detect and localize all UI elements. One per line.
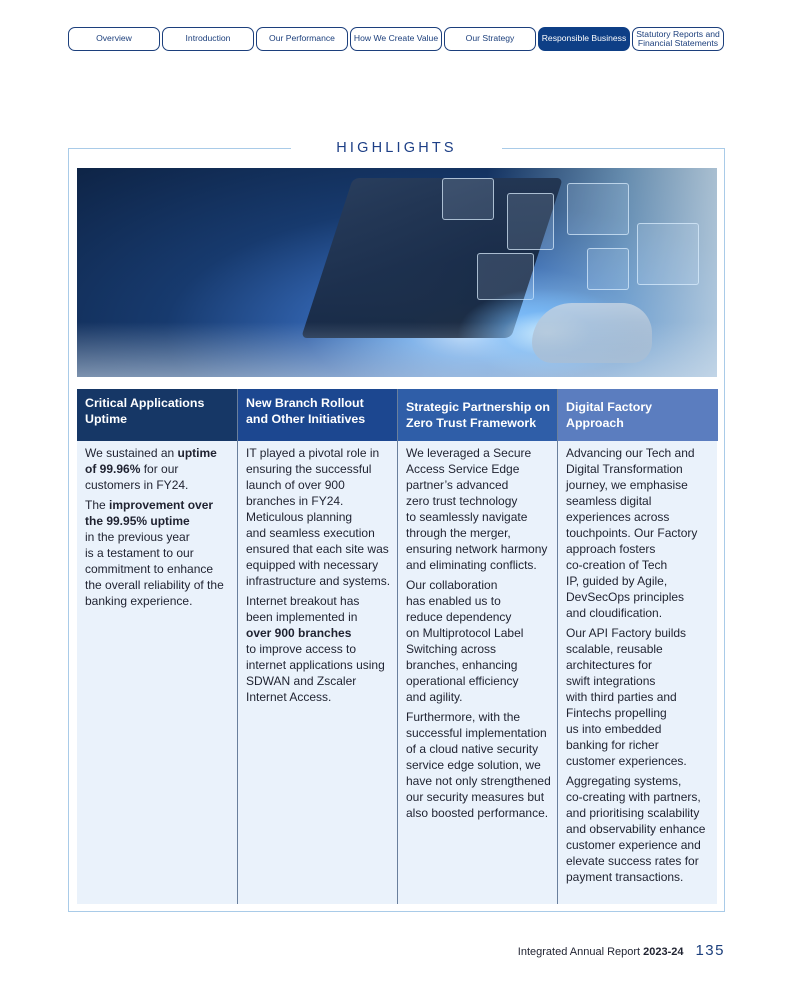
column-paragraph [566, 773, 712, 885]
highlights-title: HIGHLIGHTS [291, 138, 502, 158]
column-paragraph [566, 445, 712, 621]
body-text: Advancing our Tech and Digital Transformation journey, we emphasise seamless digital experiences across touchpoints. Our Factory approach fosters co-creation of Tech IP, guided by Agile, DevSecOps principles and cloudification. [566, 446, 698, 620]
column-critical-applications [77, 389, 237, 904]
body-text: for our customers in FY24. [85, 462, 189, 492]
highlights-title-wrap [68, 138, 725, 158]
tab-responsible-business[interactable]: Responsible Business [538, 27, 630, 51]
ui-panel-icon [567, 183, 629, 235]
column-paragraph [246, 445, 392, 589]
tab-our-strategy[interactable]: Our Strategy [444, 27, 536, 51]
emphasis-text: improvement over the 99.95% uptime [85, 498, 214, 528]
column-body [77, 441, 237, 613]
body-text: We leveraged a Secure Access Service Edge partner’s advanced zero trust technology to seamlessly navigate through the merger, ensuring network harmony and eliminating conflicts. [406, 446, 548, 572]
column-heading: New Branch Rollout and Other Initiatives [238, 389, 398, 441]
page-number: 135 [695, 942, 725, 959]
column-body [398, 441, 558, 825]
tab-introduction[interactable]: Introduction [162, 27, 254, 51]
emphasis-text: over 900 branches [246, 626, 352, 640]
column-body [238, 441, 398, 709]
ui-panel-icon [442, 178, 494, 220]
report-year: 2023-24 [643, 946, 684, 958]
body-text: We sustained an [85, 446, 178, 460]
report-name: Integrated Annual Report [517, 946, 641, 958]
column-paragraph [566, 625, 712, 769]
body-text: The [85, 498, 110, 512]
column-paragraph [246, 593, 392, 705]
hero-laptop-image [77, 168, 717, 377]
body-text: to improve access to internet applications using SDWAN and Zscaler Internet Access. [246, 642, 385, 704]
desk-surface [77, 322, 717, 377]
column-paragraph [406, 577, 552, 705]
body-text: in the previous year is a testament to our commitment to enhance the overall reliability of the banking experience. [85, 530, 224, 608]
column-new-branch-rollout [237, 389, 397, 904]
body-text: Aggregating systems, co-creating with partners, and prioritising scalability and observability enhance customer experience and elevate success rates for payment transactions. [566, 774, 706, 884]
column-paragraph [85, 497, 231, 609]
tab-statutory-reports[interactable]: Statutory Reports and Financial Statements [632, 27, 724, 51]
column-paragraph [406, 709, 552, 821]
tab-how-we-create-value[interactable]: How We Create Value [350, 27, 442, 51]
column-digital-factory [557, 389, 717, 904]
document-icon [587, 248, 629, 290]
user-profile-icon [637, 223, 699, 285]
body-text: Furthermore, with the successful implementation of a cloud native security service edge solution, we have not only strengthened our security measures but also boosted performance. [406, 710, 551, 820]
body-text: Internet breakout has been implemented in [246, 594, 360, 624]
body-text: Our collaboration has enabled us to reduce dependency on Multiprotocol Label Switching across branches, enhancing operational efficiency and agility. [406, 578, 524, 704]
column-paragraph [406, 445, 552, 573]
ui-panel-icon [507, 193, 554, 250]
tab-overview[interactable]: Overview [68, 27, 160, 51]
column-heading: Digital Factory Approach [558, 389, 718, 441]
emphasis-text: uptime of 99.96% [85, 446, 217, 476]
tab-our-performance[interactable]: Our Performance [256, 27, 348, 51]
body-text: Our API Factory builds scalable, reusable architectures for swift integrations with third parties and Fintechs propelling us into embedded banking for richer customer experiences. [566, 626, 687, 768]
page-footer [518, 942, 725, 959]
column-body [558, 441, 718, 889]
column-paragraph [85, 445, 231, 493]
column-heading: Critical Applications Uptime [77, 389, 237, 441]
body-text: IT played a pivotal role in ensuring the successful launch of over 900 branches in FY24. Meticulous planning and seamless execution ensured that each site was equipped with necessary infrastructure and systems. [246, 446, 391, 588]
column-zero-trust [397, 389, 557, 904]
highlights-columns [77, 389, 717, 904]
top-navigation [68, 27, 724, 53]
column-heading: Strategic Partnership on Zero Trust Framework [398, 389, 558, 441]
